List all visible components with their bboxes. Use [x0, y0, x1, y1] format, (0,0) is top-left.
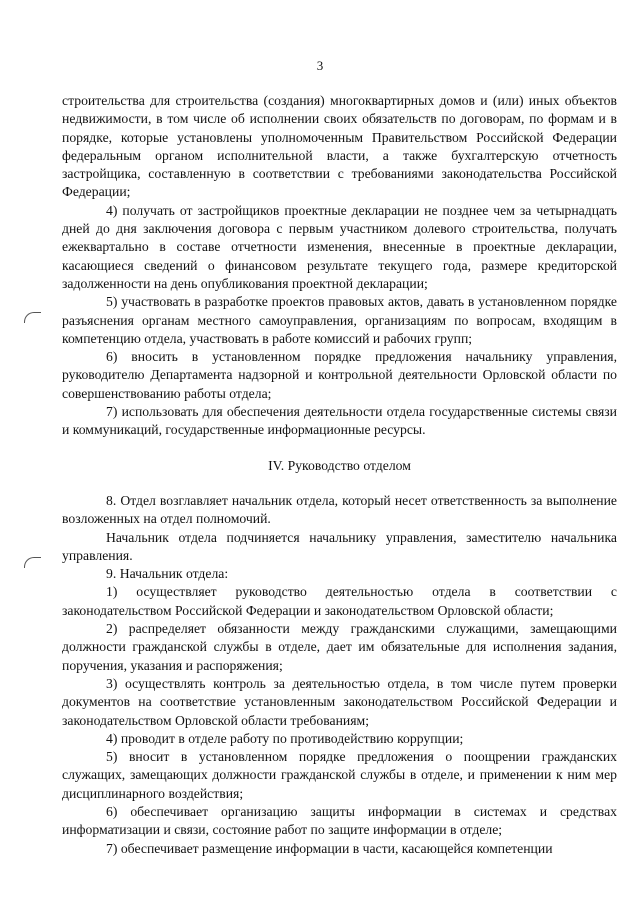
paragraph-item-5: 5) участвовать в разработке проектов правовых актов, давать в установленном порядке разъяснения органам местного самоуправления, организациям по вопросам, входящим в компетенцию отдела, участвовать в работе комиссий и рабочих групп;: [62, 294, 617, 346]
paragraph-9-item-6: 6) обеспечивает организацию защиты информации в системах и средствах информатизации и связи, состояние работ по защите информации в отделе;: [62, 803, 617, 838]
paragraph-9-item-4: 4) проводит в отделе работу по противодействию коррупции;: [106, 730, 464, 746]
paragraph-9-item-7: 7) обеспечивает размещение информации в части, касающейся компетенции: [106, 840, 553, 856]
section-heading: IV. Руководство отделом: [268, 457, 411, 473]
paragraph-9-item-2: 2) распределяет обязанности между гражданскими служащими, замещающими должности гражданской службы в отделе, дает им обязательные для исполнения задания, поручения, указания и распоряжения;: [62, 621, 617, 673]
paragraph-item-6: 6) вносить в установленном порядке предложения начальнику управления, руководителю Департамента надзорной и контрольной деятельности Орловской области по совершенствованию работы отдела;: [62, 349, 617, 401]
paragraph-8: 8. Отдел возглавляет начальник отдела, который несет ответственность за выполнение возложенных на отдел полномочий.: [62, 492, 617, 527]
paragraph-9-item-3: 3) осуществлять контроль за деятельностью отдела, в том числе путем проверки документов на соответствие установленным законодательством Российской Федерации и законодательством Орловской области требованиям;: [62, 675, 617, 728]
paragraph-subordination: Начальник отдела подчиняется начальнику управления, заместителю начальника управления.: [62, 529, 617, 563]
document-body: [62, 92, 617, 858]
hole-punch-mark-bottom: [24, 557, 41, 568]
hole-punch-mark-top: [24, 312, 41, 323]
paragraph-9-item-5: 5) вносит в установленном порядке предложения о поощрении гражданских служащих, замещающих должности гражданской службы в отделе, и применении к ним мер дисциплинарного воздействия;: [62, 749, 617, 801]
paragraph-continuation: строительства для строительства (создания) многоквартирных домов и (или) иных объектов недвижимости, в том числе об исполнении своих обязательств по договорам, по формам и в порядке, которые установлены уполномоченным Правительством Российской Федерации федеральным органом исполнительной власти, а также бухгалтерскую отчетность застройщика, составленную в соответствии с требованиями законодательства Российской Федерации;: [62, 93, 617, 200]
paragraph-item-7: 7) использовать для обеспечения деятельности отдела государственные системы связи и коммуникаций, государственные информационные ресурсы.: [62, 404, 617, 438]
paragraph-9: 9. Начальник отдела:: [106, 566, 229, 582]
page-number: 3: [316, 58, 324, 73]
paragraph-9-item-1: 1) осуществляет руководство деятельностью отдела в соответствии с законодательством Российской Федерации и законодательством Орловской области;: [62, 584, 617, 618]
paragraph-item-4: 4) получать от застройщиков проектные декларации не позднее чем за четырнадцать дней до дня заключения договора с первым участником долевого строительства, получать ежеквартально в составе отчетности изменения, внесенные в проектные декларации, касающиеся сведений о финансовом результате текущего года, размере кредиторской задолженности на день опубликования проектной декларации;: [62, 202, 617, 291]
